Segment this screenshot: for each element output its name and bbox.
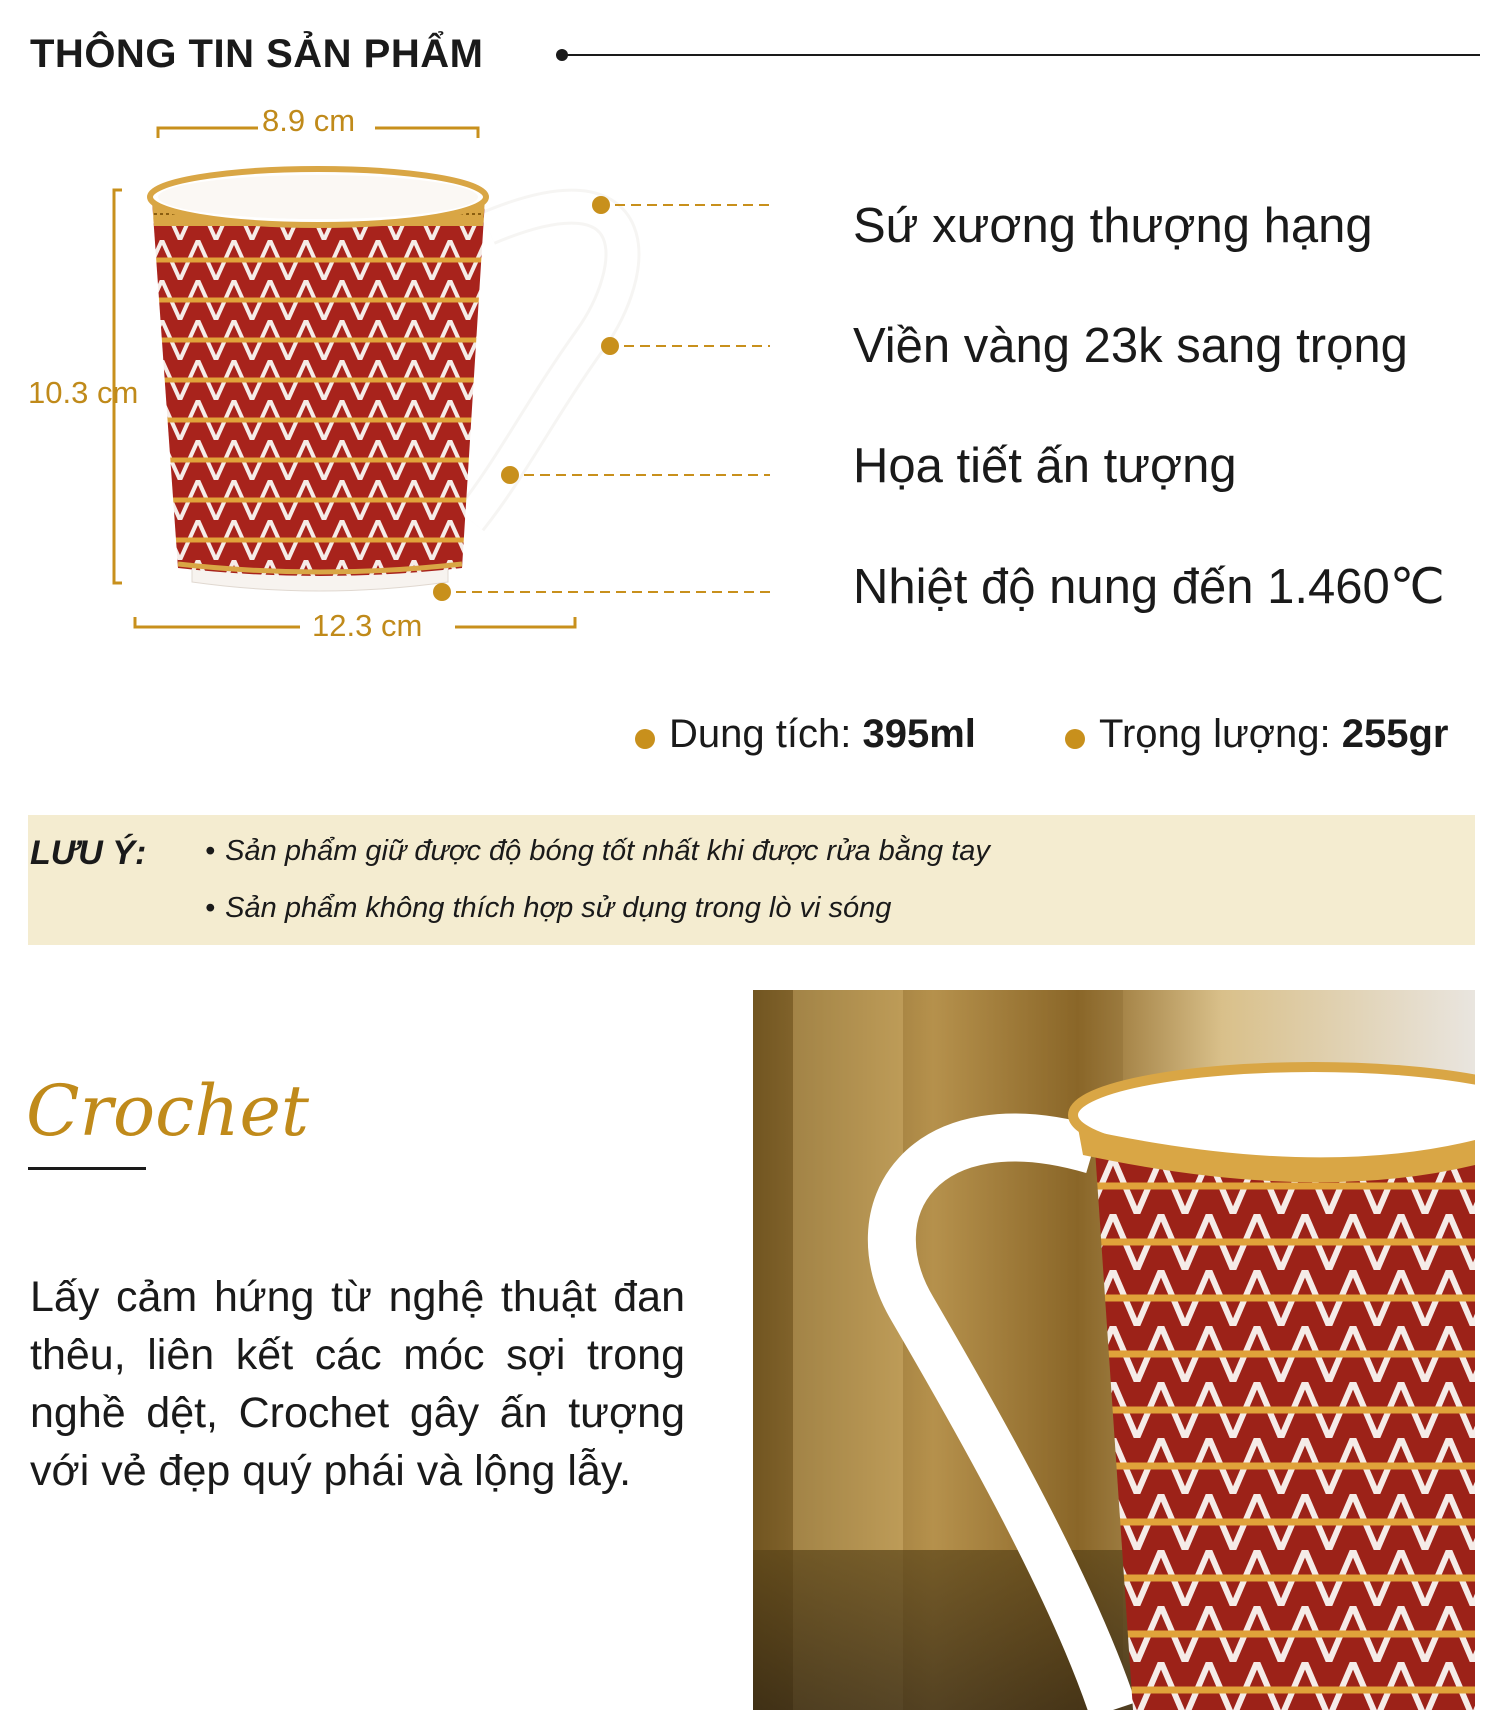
bullet-dot: [635, 729, 655, 749]
product-photo: [753, 990, 1475, 1710]
feature-2: Viền vàng 23k sang trọng: [853, 319, 1408, 373]
callout-lines: [433, 196, 770, 601]
mug-body: [152, 200, 485, 576]
dim-top-width: 8.9 cm: [262, 103, 356, 138]
note-item-1: • Sản phẩm giữ được độ bóng tốt nhất khi được rửa bằng tay: [205, 835, 990, 868]
capacity-label: Dung tích:: [669, 712, 852, 756]
feature-1: Sứ xương thượng hạng: [853, 199, 1373, 253]
dim-bottom-width: 12.3 cm: [312, 608, 423, 643]
note-item-2: • Sản phẩm không thích hợp sử dụng trong lò vi sóng: [205, 892, 891, 925]
note-label: LƯU Ý:: [30, 834, 147, 872]
feature-3: Họa tiết ấn tượng: [853, 439, 1237, 493]
bullet-dot: [1065, 729, 1085, 749]
section-title: THÔNG TIN SẢN PHẨM: [30, 32, 484, 76]
spec-capacity: [635, 712, 976, 757]
capacity-value: 395ml: [862, 712, 976, 756]
feature-4: Nhiệt độ nung đến 1.460℃: [853, 560, 1445, 614]
collection-underline: [28, 1167, 146, 1170]
dim-height: 10.3 cm: [28, 375, 139, 410]
spec-weight: [1065, 712, 1449, 757]
weight-value: 255gr: [1341, 712, 1449, 756]
weight-label: Trọng lượng:: [1099, 712, 1331, 756]
title-divider: [560, 54, 1480, 56]
collection-description: Lấy cảm hứng từ nghệ thuật đan thêu, liên kết các móc sợi trong nghề dệt, Crochet gây ấn tượng với vẻ đẹp quý phái và lộng lẫy.: [30, 1273, 685, 1495]
collection-name: Crochet: [26, 1070, 310, 1152]
